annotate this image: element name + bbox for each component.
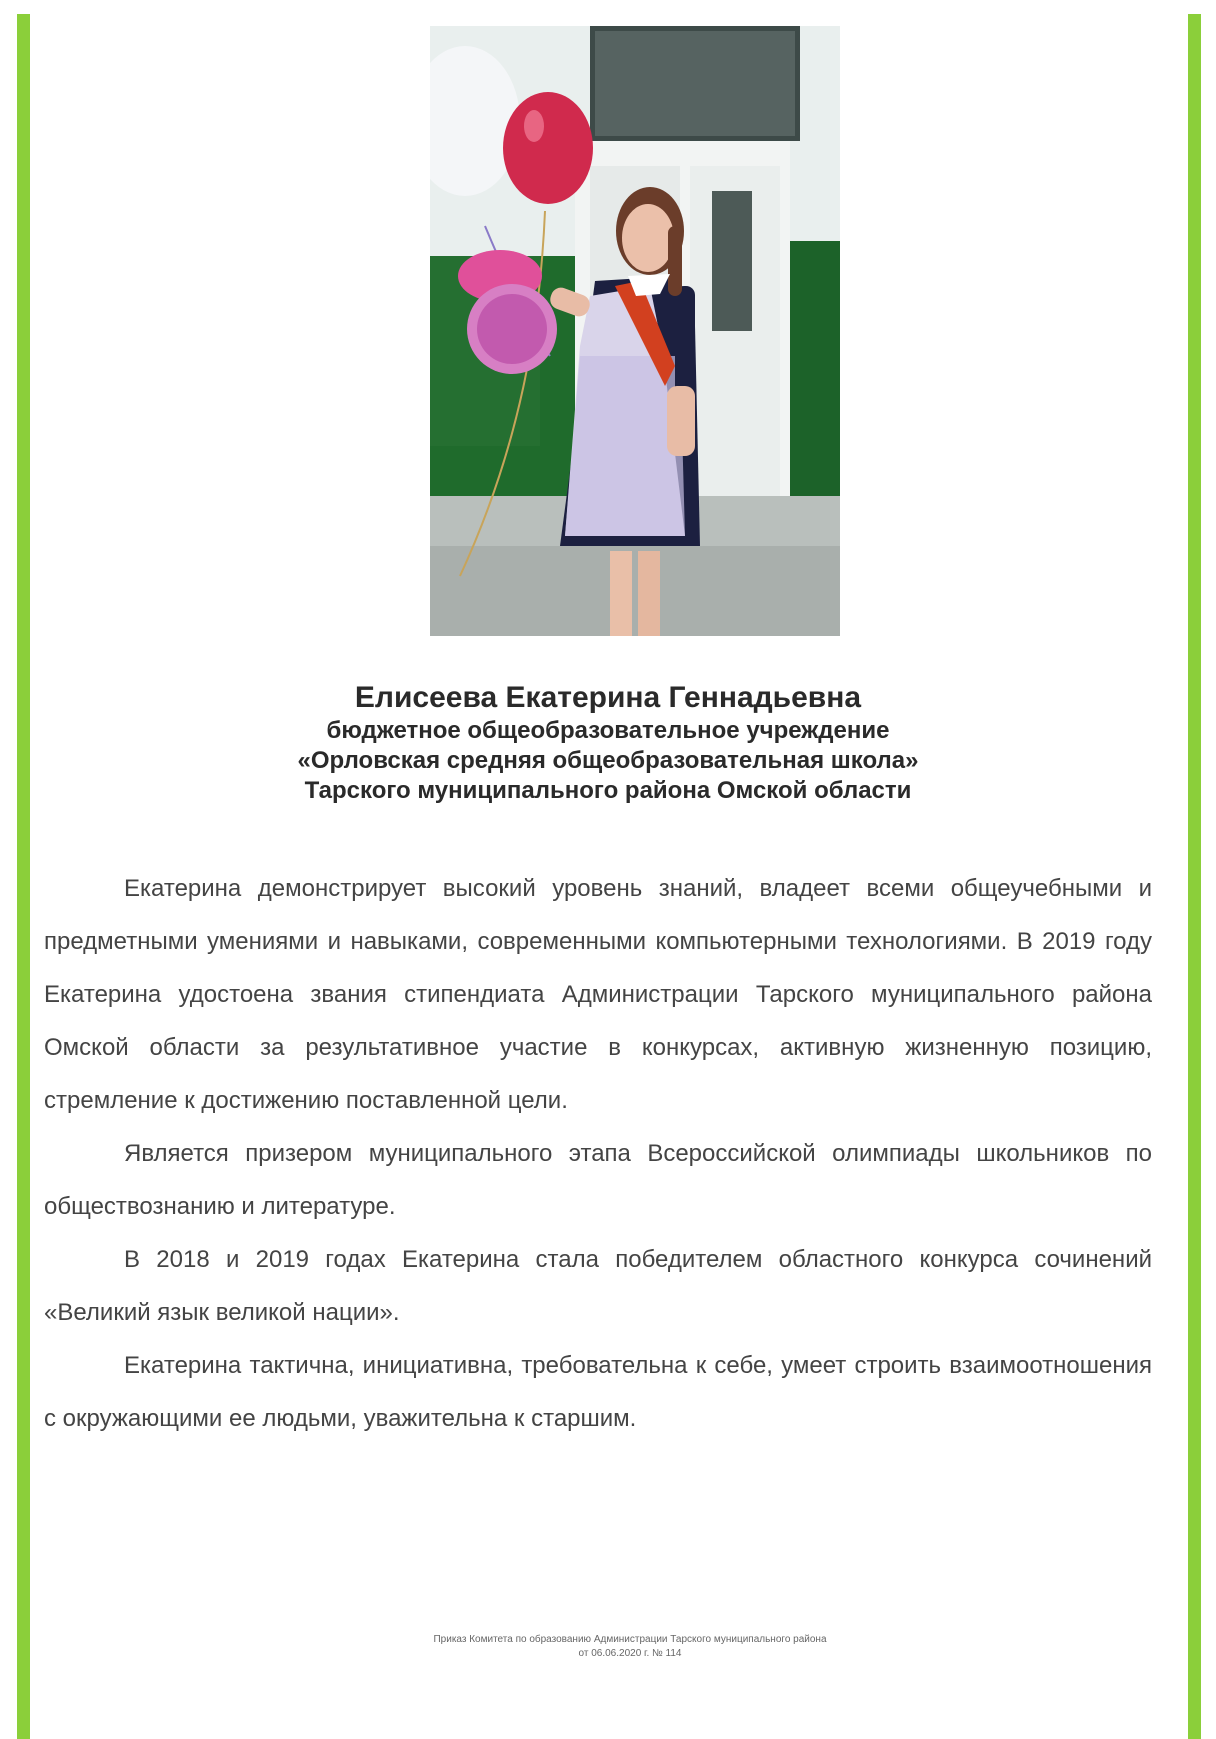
paragraph: Екатерина демонстрирует высокий уровень знаний, владеет всеми общеучебными и предметными умениями и навыками, современными компьютерными технологиями. В 2019 году Екатерина удостоена звания стипендиата Администрации Тарского муниципального района Омской области за результативное участие в конкурсах, активную жизненную позицию, стремление к достижению поставленной цели. [44, 875, 1152, 1114]
student-name: Елисеева Екатерина Геннадьевна [354, 681, 862, 714]
institution-line-3: Тарского муниципального района Омской области [304, 777, 912, 804]
paragraph: Екатерина тактична, инициативна, требовательна к себе, умеет строить взаимоотношения с окружающими ее людьми, уважительна к старшим. [44, 1352, 1152, 1432]
right-green-border [1188, 14, 1201, 1739]
paragraph: Является призером муниципального этапа Всероссийской олимпиады школьников по обществознанию и литературе. [44, 1140, 1152, 1220]
institution-line-1: бюджетное общеобразовательное учреждение [326, 717, 890, 744]
footer-line-1: Приказ Комитета по образованию Администрации Тарского муниципального района [433, 1634, 827, 1645]
description [44, 862, 1152, 1445]
left-green-border [17, 14, 30, 1739]
student-photo [430, 26, 840, 636]
paragraph: В 2018 и 2019 годах Екатерина стала победителем областного конкурса сочинений «Великий язык великой нации». [44, 1246, 1152, 1326]
institution-line-2: «Орловская средняя общеобразовательная школа» [297, 747, 919, 774]
footer-note [300, 1633, 960, 1661]
header [40, 680, 1176, 806]
footer-line-2: от 06.06.2020 г. № 114 [578, 1648, 682, 1659]
